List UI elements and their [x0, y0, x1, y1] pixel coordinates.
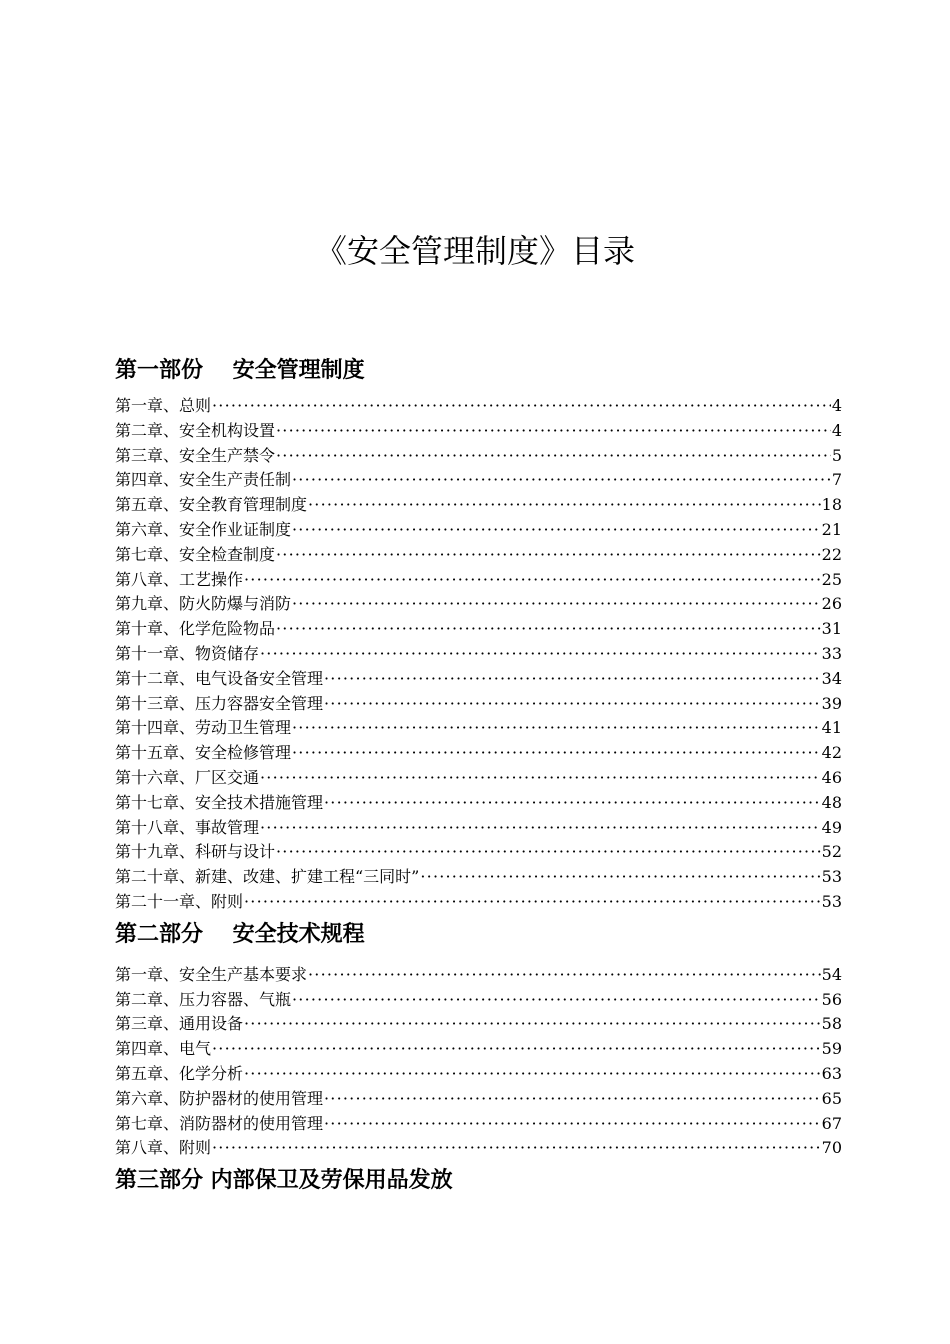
- toc-entry-page-number: 63: [821, 1063, 842, 1083]
- toc-entry-label: 第七章、消防器材的使用管理: [115, 1113, 324, 1133]
- toc-entry-page-number: 46: [821, 767, 842, 787]
- toc-entry-page-number: 41: [821, 718, 842, 738]
- toc-dot-leader: [292, 741, 821, 766]
- toc-entry-page-number: 26: [821, 594, 842, 614]
- toc-dot-leader: [212, 394, 831, 419]
- toc-entry-page-number: 4: [831, 396, 842, 415]
- toc-dot-leader: [292, 716, 821, 741]
- toc-dot-leader: [244, 568, 821, 593]
- toc-entry[interactable]: [115, 692, 842, 717]
- toc-entry-label: 第一章、总则: [115, 396, 212, 415]
- part-heading-1: 第一部份 安全管理制度: [115, 358, 365, 383]
- part-heading-2: 第二部分 安全技术规程: [115, 921, 365, 947]
- toc-dot-leader: [292, 468, 831, 493]
- toc-entry[interactable]: [115, 1087, 842, 1112]
- toc-entry-label: 第二十章、新建、改建、扩建工程“三同时”: [115, 867, 420, 887]
- toc-entry-page-number: 7: [831, 470, 842, 490]
- toc-entry-label: 第十四章、劳动卫生管理: [115, 718, 292, 738]
- toc-dot-leader: [276, 840, 821, 865]
- toc-dot-leader: [324, 791, 821, 816]
- toc-dot-leader: [244, 1062, 821, 1087]
- toc-entry-label: 第三章、通用设备: [115, 1014, 244, 1034]
- toc-entry[interactable]: [115, 1062, 842, 1087]
- toc-dot-leader: [260, 642, 821, 667]
- toc-entry[interactable]: [115, 1136, 842, 1161]
- toc-entry[interactable]: [115, 568, 842, 593]
- toc-entry[interactable]: [115, 394, 842, 419]
- toc-entry-page-number: 58: [821, 1014, 842, 1034]
- toc-entry-page-number: 67: [821, 1113, 842, 1133]
- toc-entry-page-number: 18: [821, 495, 842, 515]
- toc-entry-label: 第十六章、厂区交通: [115, 767, 260, 787]
- toc-entry-page-number: 53: [821, 867, 842, 887]
- toc-dot-leader: [292, 988, 821, 1013]
- toc-entry-page-number: 49: [821, 817, 842, 837]
- toc-entry-label: 第三章、安全生产禁令: [115, 445, 276, 465]
- toc-entry[interactable]: [115, 1112, 842, 1137]
- toc-entry-page-number: 25: [821, 569, 842, 589]
- toc-entry-page-number: 52: [821, 842, 842, 862]
- toc-entry[interactable]: [115, 617, 842, 642]
- toc-entry-page-number: 65: [821, 1088, 842, 1108]
- toc-dot-leader: [324, 667, 821, 692]
- toc-entry-page-number: 5: [831, 445, 842, 465]
- toc-entry-label: 第五章、安全教育管理制度: [115, 495, 308, 515]
- toc-entry[interactable]: [115, 543, 842, 568]
- toc-entry-label: 第九章、防火防爆与消防: [115, 594, 292, 614]
- toc-dot-leader: [244, 1012, 821, 1037]
- toc-entry-label: 第六章、防护器材的使用管理: [115, 1088, 324, 1108]
- toc-entry-page-number: 22: [821, 544, 842, 564]
- toc-dot-leader: [244, 890, 821, 915]
- toc-entry-page-number: 34: [821, 668, 842, 688]
- toc-entry-page-number: 31: [821, 619, 842, 639]
- toc-dot-leader: [308, 963, 821, 988]
- toc-dot-leader: [212, 1037, 821, 1062]
- part-heading-3: 第三部分 内部保卫及劳保用品发放: [115, 1168, 453, 1194]
- toc-entry[interactable]: [115, 865, 842, 890]
- toc-entry-label: 第四章、安全生产责任制: [115, 470, 292, 490]
- toc-entry-page-number: 21: [821, 519, 842, 539]
- toc-entry-page-number: 4: [831, 420, 842, 440]
- toc-entry[interactable]: [115, 791, 842, 816]
- toc-entry-label: 第二十一章、附则: [115, 891, 244, 911]
- toc-entry[interactable]: [115, 642, 842, 667]
- toc-dot-leader: [276, 444, 831, 469]
- toc-dot-leader: [420, 865, 820, 890]
- toc-dot-leader: [260, 766, 821, 791]
- toc-dot-leader: [292, 592, 821, 617]
- toc-entry-label: 第十五章、安全检修管理: [115, 743, 292, 763]
- toc-dot-leader: [308, 493, 821, 518]
- toc-entry-label: 第五章、化学分析: [115, 1063, 244, 1083]
- toc-entry-page-number: 33: [821, 643, 842, 663]
- toc-entry[interactable]: [115, 1012, 842, 1037]
- toc-entry[interactable]: [115, 1037, 842, 1062]
- toc-dot-leader: [324, 1087, 821, 1112]
- toc-dot-leader: [276, 617, 821, 642]
- toc-entry-label: 第六章、安全作业证制度: [115, 519, 292, 539]
- toc-entry[interactable]: [115, 716, 842, 741]
- toc-entry-label: 第八章、附则: [115, 1138, 212, 1158]
- toc-dot-leader: [324, 692, 821, 717]
- toc-entry-page-number: 59: [821, 1039, 842, 1059]
- toc-dot-leader: [324, 1112, 821, 1137]
- table-of-contents: [115, 352, 842, 1209]
- toc-entry[interactable]: [115, 963, 842, 988]
- toc-entry-page-number: 70: [821, 1138, 842, 1158]
- toc-entry[interactable]: [115, 890, 842, 915]
- toc-list-part-2: [115, 963, 842, 1161]
- toc-list-part-1: [115, 394, 842, 915]
- toc-entry-label: 第十三章、压力容器安全管理: [115, 693, 324, 713]
- toc-dot-leader: [276, 419, 831, 444]
- toc-entry[interactable]: [115, 592, 842, 617]
- toc-dot-leader: [260, 816, 821, 841]
- toc-entry-page-number: 56: [821, 989, 842, 1009]
- toc-entry-label: 第十八章、事故管理: [115, 817, 260, 837]
- toc-entry-label: 第一章、安全生产基本要求: [115, 964, 308, 984]
- toc-entry-page-number: 42: [821, 743, 842, 763]
- toc-entry-label: 第十一章、物资储存: [115, 643, 260, 663]
- toc-entry-label: 第二章、安全机构设置: [115, 420, 276, 440]
- document-title: 《安全管理制度》目录: [314, 232, 635, 270]
- toc-entry[interactable]: [115, 493, 842, 518]
- toc-entry[interactable]: [115, 840, 842, 865]
- toc-entry-label: 第四章、电气: [115, 1039, 212, 1059]
- toc-entry-label: 第八章、工艺操作: [115, 569, 244, 589]
- toc-entry-page-number: 53: [821, 891, 842, 911]
- toc-entry[interactable]: [115, 518, 842, 543]
- toc-entry[interactable]: [115, 741, 842, 766]
- toc-entry-label: 第七章、安全检查制度: [115, 544, 276, 564]
- toc-entry-page-number: 54: [821, 964, 842, 984]
- toc-dot-leader: [292, 518, 821, 543]
- toc-entry-label: 第十章、化学危险物品: [115, 619, 276, 639]
- toc-entry-page-number: 39: [821, 693, 842, 713]
- toc-entry-label: 第十九章、科研与设计: [115, 842, 276, 862]
- toc-entry[interactable]: [115, 667, 842, 692]
- toc-entry[interactable]: [115, 766, 842, 791]
- toc-entry[interactable]: [115, 816, 842, 841]
- toc-dot-leader: [276, 543, 821, 568]
- toc-entry-label: 第十二章、电气设备安全管理: [115, 668, 324, 688]
- toc-entry[interactable]: [115, 444, 842, 469]
- toc-entry-page-number: 48: [821, 792, 842, 812]
- toc-dot-leader: [212, 1136, 821, 1161]
- toc-entry[interactable]: [115, 419, 842, 444]
- toc-entry-label: 第二章、压力容器、气瓶: [115, 989, 292, 1009]
- toc-entry[interactable]: [115, 988, 842, 1013]
- toc-entry[interactable]: [115, 468, 842, 493]
- toc-entry-label: 第十七章、安全技术措施管理: [115, 792, 324, 812]
